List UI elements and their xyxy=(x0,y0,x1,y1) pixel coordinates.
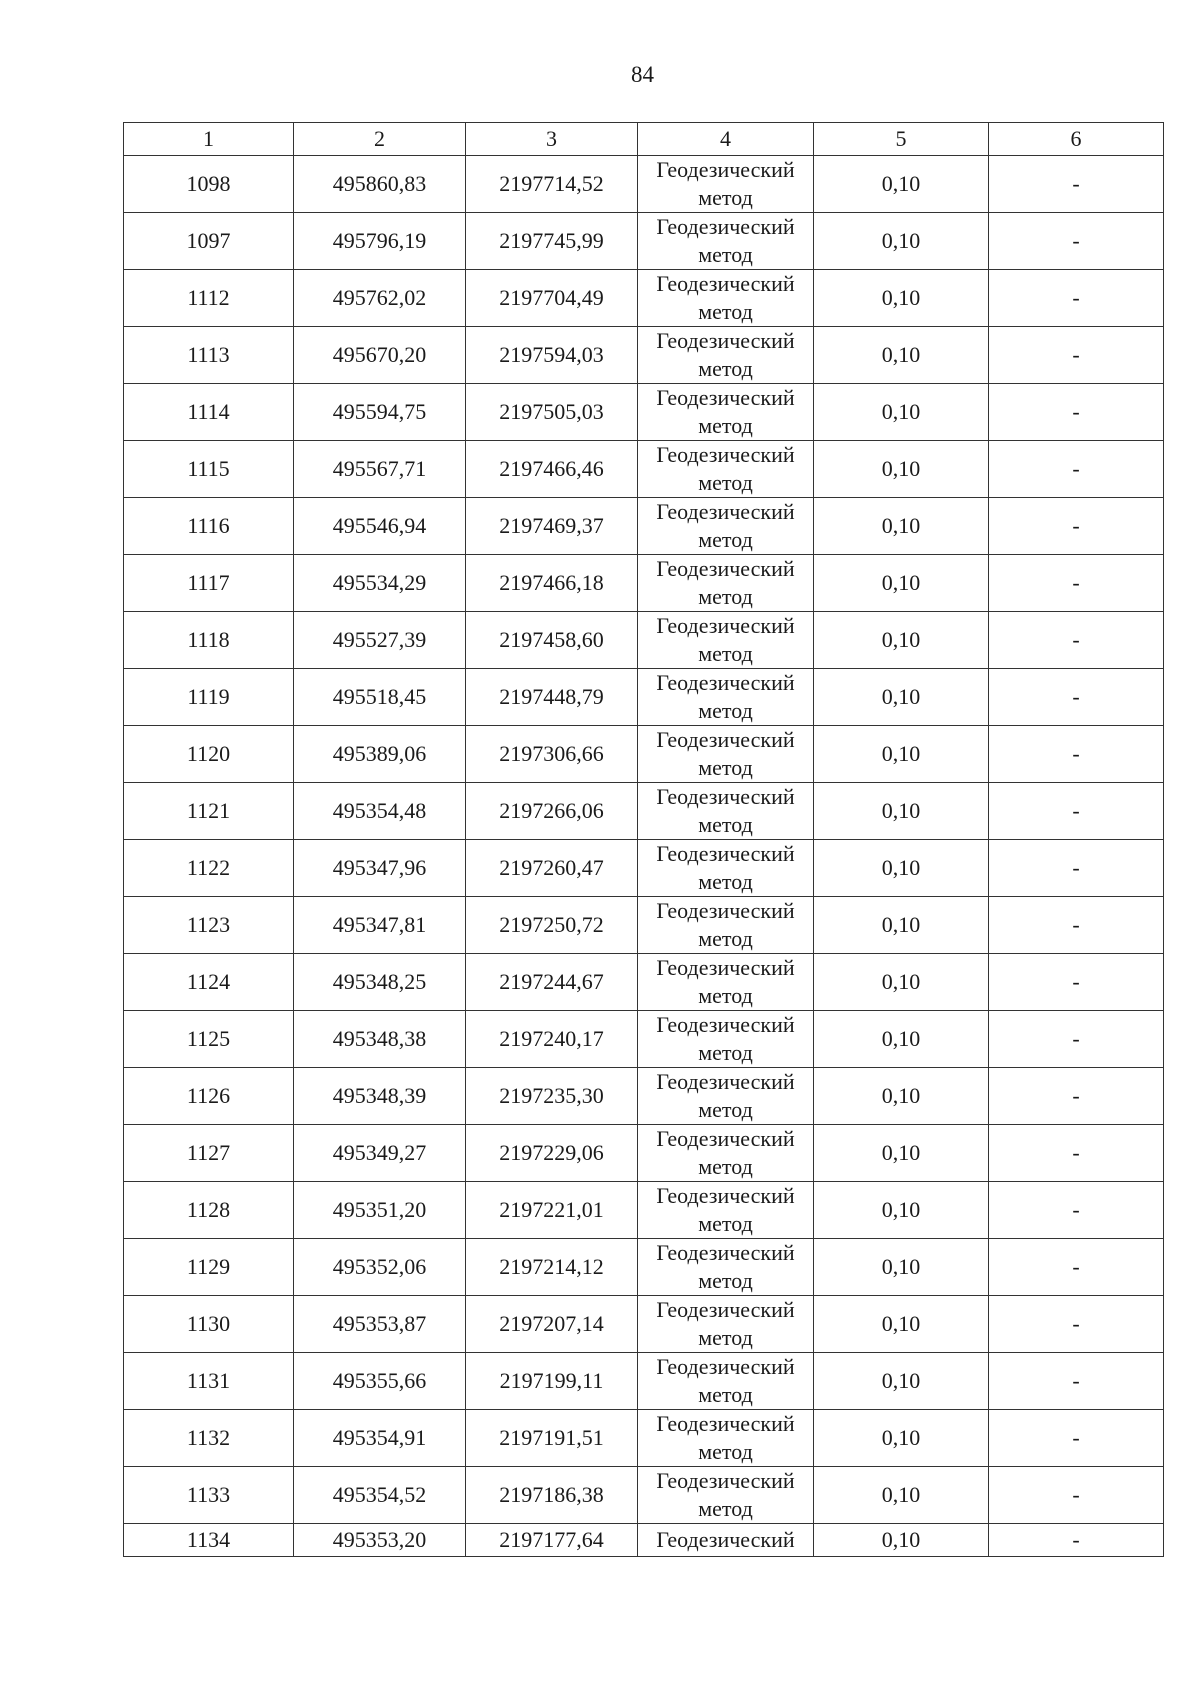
table-row xyxy=(124,1296,1164,1353)
method-line-2: метод xyxy=(698,413,753,438)
x-coordinate-cell: 495348,38 xyxy=(294,1011,466,1068)
accuracy-cell: 0,10 xyxy=(814,954,989,1011)
note-cell: - xyxy=(989,1296,1164,1353)
method-line-1: Геодезический xyxy=(656,1126,795,1151)
method-line-2: метод xyxy=(698,1268,753,1293)
y-coordinate-cell: 2197714,52 xyxy=(466,156,638,213)
method-line-1: Геодезический xyxy=(656,271,795,296)
point-id-cell: 1125 xyxy=(124,1011,294,1068)
method-cell xyxy=(638,270,814,327)
point-id-cell: 1115 xyxy=(124,441,294,498)
method-line-2: метод xyxy=(698,356,753,381)
y-coordinate-cell: 2197745,99 xyxy=(466,213,638,270)
note-cell: - xyxy=(989,1239,1164,1296)
x-coordinate-cell: 495527,39 xyxy=(294,612,466,669)
y-coordinate-cell: 2197250,72 xyxy=(466,897,638,954)
accuracy-cell: 0,10 xyxy=(814,783,989,840)
page-number: 84 xyxy=(631,62,654,87)
table-row xyxy=(124,954,1164,1011)
table-row-last xyxy=(124,1524,1164,1557)
note-cell: - xyxy=(989,669,1164,726)
accuracy-cell: 0,10 xyxy=(814,1011,989,1068)
accuracy-cell: 0,10 xyxy=(814,1125,989,1182)
method-line-2: метод xyxy=(698,983,753,1008)
x-coordinate-cell: 495860,83 xyxy=(294,156,466,213)
table-row xyxy=(124,498,1164,555)
note-cell: - xyxy=(989,612,1164,669)
note-cell: - xyxy=(989,498,1164,555)
y-coordinate-cell: 2197207,14 xyxy=(466,1296,638,1353)
x-coordinate-cell: 495594,75 xyxy=(294,384,466,441)
point-id-cell: 1133 xyxy=(124,1467,294,1524)
y-coordinate-cell: 2197244,67 xyxy=(466,954,638,1011)
table-row xyxy=(124,897,1164,954)
accuracy-cell: 0,10 xyxy=(814,1239,989,1296)
x-coordinate-cell: 495355,66 xyxy=(294,1353,466,1410)
method-line-1: Геодезический xyxy=(656,1354,795,1379)
y-coordinate-cell: 2197191,51 xyxy=(466,1410,638,1467)
accuracy-cell: 0,10 xyxy=(814,726,989,783)
x-coordinate-cell: 495567,71 xyxy=(294,441,466,498)
accuracy-cell: 0,10 xyxy=(814,1182,989,1239)
y-coordinate-cell: 2197469,37 xyxy=(466,498,638,555)
table-row xyxy=(124,384,1164,441)
accuracy-cell: 0,10 xyxy=(814,612,989,669)
point-id-cell: 1129 xyxy=(124,1239,294,1296)
note-cell: - xyxy=(989,840,1164,897)
note-cell: - xyxy=(989,156,1164,213)
note-cell: - xyxy=(989,1011,1164,1068)
method-line-2: метод xyxy=(698,1325,753,1350)
y-coordinate-cell: 2197214,12 xyxy=(466,1239,638,1296)
table-row xyxy=(124,783,1164,840)
method-cell xyxy=(638,897,814,954)
x-coordinate-cell: 495348,39 xyxy=(294,1068,466,1125)
x-coordinate-cell: 495354,48 xyxy=(294,783,466,840)
x-coordinate-cell: 495796,19 xyxy=(294,213,466,270)
note-cell: - xyxy=(989,1125,1164,1182)
x-coordinate-cell: 495518,45 xyxy=(294,669,466,726)
y-coordinate-cell: 2197177,64 xyxy=(466,1524,638,1557)
point-id-cell: 1098 xyxy=(124,156,294,213)
accuracy-cell: 0,10 xyxy=(814,498,989,555)
x-coordinate-cell: 495534,29 xyxy=(294,555,466,612)
note-cell: - xyxy=(989,1353,1164,1410)
method-line-1: Геодезический xyxy=(656,499,795,524)
table-row xyxy=(124,669,1164,726)
method-line-2: метод xyxy=(698,869,753,894)
table-row xyxy=(124,1068,1164,1125)
method-line-2: метод xyxy=(698,1382,753,1407)
note-cell: - xyxy=(989,327,1164,384)
method-line-1: Геодезический xyxy=(656,1240,795,1265)
method-cell xyxy=(638,612,814,669)
method-line-1: Геодезический xyxy=(656,214,795,239)
table-row xyxy=(124,327,1164,384)
method-line-1: Геодезический xyxy=(656,898,795,923)
column-header-5: 5 xyxy=(814,123,989,156)
x-coordinate-cell: 495348,25 xyxy=(294,954,466,1011)
x-coordinate-cell: 495352,06 xyxy=(294,1239,466,1296)
method-cell xyxy=(638,783,814,840)
table-row xyxy=(124,1125,1164,1182)
y-coordinate-cell: 2197199,11 xyxy=(466,1353,638,1410)
table-row xyxy=(124,840,1164,897)
y-coordinate-cell: 2197505,03 xyxy=(466,384,638,441)
note-cell: - xyxy=(989,726,1164,783)
method-line-2: метод xyxy=(698,812,753,837)
method-line-2: метод xyxy=(698,755,753,780)
method-cell xyxy=(638,498,814,555)
x-coordinate-cell: 495354,91 xyxy=(294,1410,466,1467)
accuracy-cell: 0,10 xyxy=(814,270,989,327)
method-line-1: Геодезический xyxy=(656,613,795,638)
accuracy-cell: 0,10 xyxy=(814,327,989,384)
method-line-2: метод xyxy=(698,698,753,723)
accuracy-cell: 0,10 xyxy=(814,156,989,213)
point-id-cell: 1118 xyxy=(124,612,294,669)
table-row xyxy=(124,441,1164,498)
point-id-cell: 1131 xyxy=(124,1353,294,1410)
table-row xyxy=(124,1239,1164,1296)
method-line-1: Геодезический xyxy=(656,385,795,410)
method-line-1: Геодезический xyxy=(656,841,795,866)
method-line-1: Геодезический xyxy=(656,670,795,695)
table-row xyxy=(124,726,1164,783)
point-id-cell: 1128 xyxy=(124,1182,294,1239)
table-row xyxy=(124,213,1164,270)
y-coordinate-cell: 2197594,03 xyxy=(466,327,638,384)
note-cell: - xyxy=(989,1410,1164,1467)
method-cell xyxy=(638,213,814,270)
y-coordinate-cell: 2197266,06 xyxy=(466,783,638,840)
y-coordinate-cell: 2197229,06 xyxy=(466,1125,638,1182)
point-id-cell: 1112 xyxy=(124,270,294,327)
note-cell: - xyxy=(989,954,1164,1011)
x-coordinate-cell: 495353,20 xyxy=(294,1524,466,1557)
method-cell xyxy=(638,1125,814,1182)
method-line-2: метод xyxy=(698,185,753,210)
point-id-cell: 1119 xyxy=(124,669,294,726)
method-cell xyxy=(638,669,814,726)
y-coordinate-cell: 2197466,46 xyxy=(466,441,638,498)
accuracy-cell: 0,10 xyxy=(814,1524,989,1557)
note-cell: - xyxy=(989,1467,1164,1524)
note-cell: - xyxy=(989,783,1164,840)
accuracy-cell: 0,10 xyxy=(814,897,989,954)
method-cell xyxy=(638,1296,814,1353)
point-id-cell: 1130 xyxy=(124,1296,294,1353)
coordinates-table xyxy=(123,122,1164,1557)
method-line-2: метод xyxy=(698,641,753,666)
point-id-cell: 1121 xyxy=(124,783,294,840)
point-id-cell: 1124 xyxy=(124,954,294,1011)
note-cell: - xyxy=(989,213,1164,270)
method-line-1: Геодезический xyxy=(656,1468,795,1493)
column-header-4: 4 xyxy=(638,123,814,156)
method-line-2: метод xyxy=(698,1097,753,1122)
note-cell: - xyxy=(989,441,1164,498)
accuracy-cell: 0,10 xyxy=(814,669,989,726)
point-id-cell: 1122 xyxy=(124,840,294,897)
method-cell xyxy=(638,954,814,1011)
y-coordinate-cell: 2197240,17 xyxy=(466,1011,638,1068)
x-coordinate-cell: 495670,20 xyxy=(294,327,466,384)
method-cell xyxy=(638,327,814,384)
point-id-cell: 1116 xyxy=(124,498,294,555)
method-line-1: Геодезический xyxy=(656,1411,795,1436)
method-line-1: Геодезический xyxy=(656,784,795,809)
point-id-cell: 1132 xyxy=(124,1410,294,1467)
point-id-cell: 1126 xyxy=(124,1068,294,1125)
point-id-cell: 1117 xyxy=(124,555,294,612)
method-line-2: метод xyxy=(698,527,753,552)
method-cell xyxy=(638,1182,814,1239)
x-coordinate-cell: 495546,94 xyxy=(294,498,466,555)
point-id-cell: 1113 xyxy=(124,327,294,384)
point-id-cell: 1134 xyxy=(124,1524,294,1557)
table-row xyxy=(124,1011,1164,1068)
table-body xyxy=(124,156,1164,1557)
y-coordinate-cell: 2197221,01 xyxy=(466,1182,638,1239)
y-coordinate-cell: 2197704,49 xyxy=(466,270,638,327)
accuracy-cell: 0,10 xyxy=(814,1353,989,1410)
table-row xyxy=(124,156,1164,213)
accuracy-cell: 0,10 xyxy=(814,1296,989,1353)
accuracy-cell: 0,10 xyxy=(814,1467,989,1524)
method-cell xyxy=(638,555,814,612)
method-line-2: метод xyxy=(698,299,753,324)
method-line-2: метод xyxy=(698,1439,753,1464)
accuracy-cell: 0,10 xyxy=(814,555,989,612)
method-cell xyxy=(638,1011,814,1068)
table-header-row xyxy=(124,123,1164,156)
method-line-1: Геодезический xyxy=(656,157,795,182)
table-row xyxy=(124,1182,1164,1239)
y-coordinate-cell: 2197306,66 xyxy=(466,726,638,783)
method-line-1: Геодезический xyxy=(656,442,795,467)
x-coordinate-cell: 495347,96 xyxy=(294,840,466,897)
method-line-2: метод xyxy=(698,1496,753,1521)
note-cell: - xyxy=(989,897,1164,954)
method-line-1: Геодезический xyxy=(656,955,795,980)
table-row xyxy=(124,1410,1164,1467)
method-cell xyxy=(638,726,814,783)
note-cell: - xyxy=(989,555,1164,612)
method-line-2: метод xyxy=(698,1040,753,1065)
note-cell: - xyxy=(989,270,1164,327)
accuracy-cell: 0,10 xyxy=(814,441,989,498)
note-cell: - xyxy=(989,1182,1164,1239)
method-line-1: Геодезический xyxy=(656,328,795,353)
x-coordinate-cell: 495347,81 xyxy=(294,897,466,954)
method-line-1: Геодезический xyxy=(656,1183,795,1208)
accuracy-cell: 0,10 xyxy=(814,384,989,441)
y-coordinate-cell: 2197235,30 xyxy=(466,1068,638,1125)
method-cell xyxy=(638,1239,814,1296)
table-row xyxy=(124,1353,1164,1410)
point-id-cell: 1097 xyxy=(124,213,294,270)
x-coordinate-cell: 495389,06 xyxy=(294,726,466,783)
point-id-cell: 1127 xyxy=(124,1125,294,1182)
note-cell: - xyxy=(989,1524,1164,1557)
y-coordinate-cell: 2197448,79 xyxy=(466,669,638,726)
x-coordinate-cell: 495762,02 xyxy=(294,270,466,327)
column-header-1: 1 xyxy=(124,123,294,156)
column-header-6: 6 xyxy=(989,123,1164,156)
point-id-cell: 1114 xyxy=(124,384,294,441)
table-row xyxy=(124,555,1164,612)
x-coordinate-cell: 495353,87 xyxy=(294,1296,466,1353)
y-coordinate-cell: 2197260,47 xyxy=(466,840,638,897)
method-cell xyxy=(638,441,814,498)
x-coordinate-cell: 495354,52 xyxy=(294,1467,466,1524)
method-cell: Геодезический xyxy=(638,1524,814,1557)
note-cell: - xyxy=(989,384,1164,441)
y-coordinate-cell: 2197466,18 xyxy=(466,555,638,612)
table-row xyxy=(124,270,1164,327)
note-cell: - xyxy=(989,1068,1164,1125)
method-line-1: Геодезический xyxy=(656,1069,795,1094)
method-line-1: Геодезический xyxy=(656,727,795,752)
x-coordinate-cell: 495349,27 xyxy=(294,1125,466,1182)
point-id-cell: 1123 xyxy=(124,897,294,954)
method-line-2: метод xyxy=(698,926,753,951)
x-coordinate-cell: 495351,20 xyxy=(294,1182,466,1239)
column-header-2: 2 xyxy=(294,123,466,156)
accuracy-cell: 0,10 xyxy=(814,1068,989,1125)
table-row xyxy=(124,612,1164,669)
method-line-2: метод xyxy=(698,584,753,609)
accuracy-cell: 0,10 xyxy=(814,840,989,897)
method-cell xyxy=(638,1353,814,1410)
accuracy-cell: 0,10 xyxy=(814,213,989,270)
method-line-1: Геодезический xyxy=(656,1012,795,1037)
point-id-cell: 1120 xyxy=(124,726,294,783)
y-coordinate-cell: 2197458,60 xyxy=(466,612,638,669)
method-line-2: метод xyxy=(698,1154,753,1179)
method-line-2: метод xyxy=(698,1211,753,1236)
method-cell xyxy=(638,1068,814,1125)
column-header-3: 3 xyxy=(466,123,638,156)
method-line-2: метод xyxy=(698,242,753,267)
y-coordinate-cell: 2197186,38 xyxy=(466,1467,638,1524)
method-cell xyxy=(638,1410,814,1467)
accuracy-cell: 0,10 xyxy=(814,1410,989,1467)
table-row xyxy=(124,1467,1164,1524)
method-line-2: метод xyxy=(698,470,753,495)
method-line-1: Геодезический xyxy=(656,1297,795,1322)
method-cell xyxy=(638,156,814,213)
method-cell xyxy=(638,1467,814,1524)
method-line-1: Геодезический xyxy=(656,556,795,581)
method-cell xyxy=(638,840,814,897)
method-cell xyxy=(638,384,814,441)
